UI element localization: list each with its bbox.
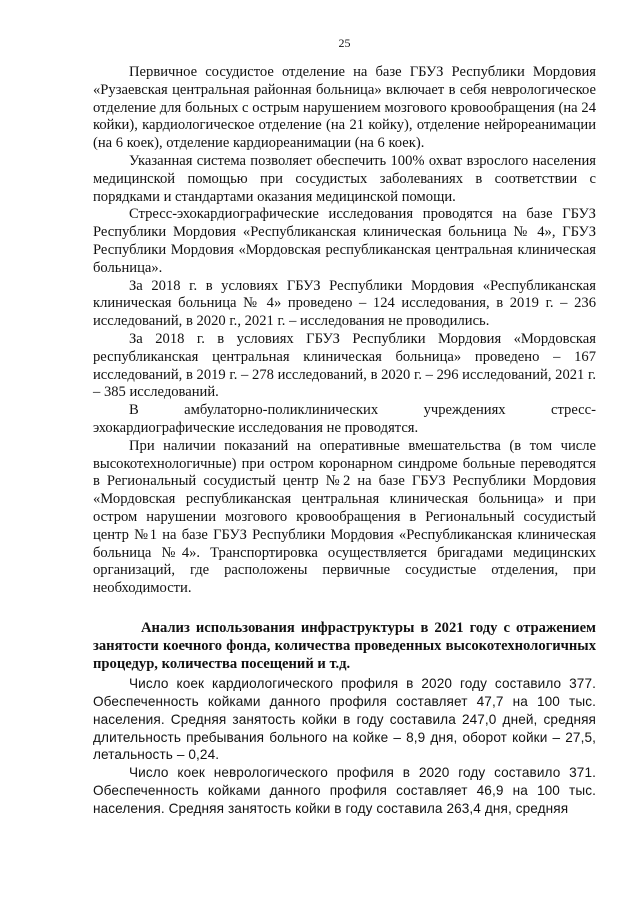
paragraph-neurology-beds: Число коек неврологического профиля в 2020 году составило 371. Обеспеченность койками данного профиля составляет 46,9 на 100 тыс. населения. Средняя занятость койки в году составила 263,4 дня, средняя [93, 765, 596, 816]
paragraph-transfer: При наличии показаний на оперативные вмешательства (в том числе высокотехнологичные) при остром коронарном синдроме больные переводятся в Региональный сосудистый центр №2 на базе ГБУЗ Республики Мордовия «Мордовская республиканская центральная клиническая больница» и при остром нарушении мозгового кровообращения в Региональный сосудистый центр №1 на базе ГБУЗ Республики Мордовия «Республиканская клиническая больница №4». Транспортировка осуществляется бригадами медицинских организаций, где расположены первичные сосудистые отделения, при необходимости. [93, 437, 596, 597]
paragraph-coverage: Указанная система позволяет обеспечить 100% охват взрослого населения медицинской помощью при сосудистых заболеваниях в соответствии с порядками и стандартами оказания медицинской помощи. [93, 152, 596, 205]
paragraph-mrckb-stats: За 2018 г. в условиях ГБУЗ Республики Мордовия «Мордовская республиканская центральная клиническая больница» проведено – 167 исследований, в 2019 г. – 278 исследований, в 2020 г. – 296 исследований, 2021 г. – 385 исследований. [93, 330, 596, 401]
section-heading: Анализ использования инфраструктуры в 2021 году с отражением занятости коечного фонда, количества проведенных высокотехнологичных процедур, количества посещений и т.д. [93, 619, 596, 672]
paragraph-cardiology-beds: Число коек кардиологического профиля в 2020 году составило 377. Обеспеченность койками данного профиля составляет 47,7 на 100 тыс. населения. Средняя занятость койки в году составила 247,0 дней, средняя длительность пребывания больного на койке – 8,9 дня, оборот койки – 27,5, летальность – 0,24. [93, 676, 596, 763]
paragraph-primary-vascular-unit: Первичное сосудистое отделение на базе ГБУЗ Республики Мордовия «Рузаевская центральная районная больница» включает в себя неврологическое отделение для больных с острым нарушением мозгового кровообращения (на 24 койки), кардиологическое отделение (на 21 койку), отделение нейрореанимации (на 6 коек), отделение кардиореанимации (на 6 коек). [93, 64, 596, 152]
paragraph-outpatient: В амбулаторно-поликлинических учреждениях стресс-эхокардиографические исследования не проводятся. [93, 402, 596, 436]
page-number: 25 [338, 36, 351, 50]
paragraph-rkb4-stats: За 2018 г. в условиях ГБУЗ Республики Мордовия «Республиканская клиническая больница № 4» проведено – 124 исследования, в 2019 г. – 236 исследований, в 2020 г., 2021 г. – исследования не проводились. [93, 277, 596, 330]
paragraph-stress-echo-sites: Стресс-эхокардиографические исследования проводятся на базе ГБУЗ Республики Мордовия «Республиканская клиническая больница № 4», ГБУЗ Республики Мордовия «Мордовская республиканская центральная клиническая больница». [93, 206, 596, 276]
